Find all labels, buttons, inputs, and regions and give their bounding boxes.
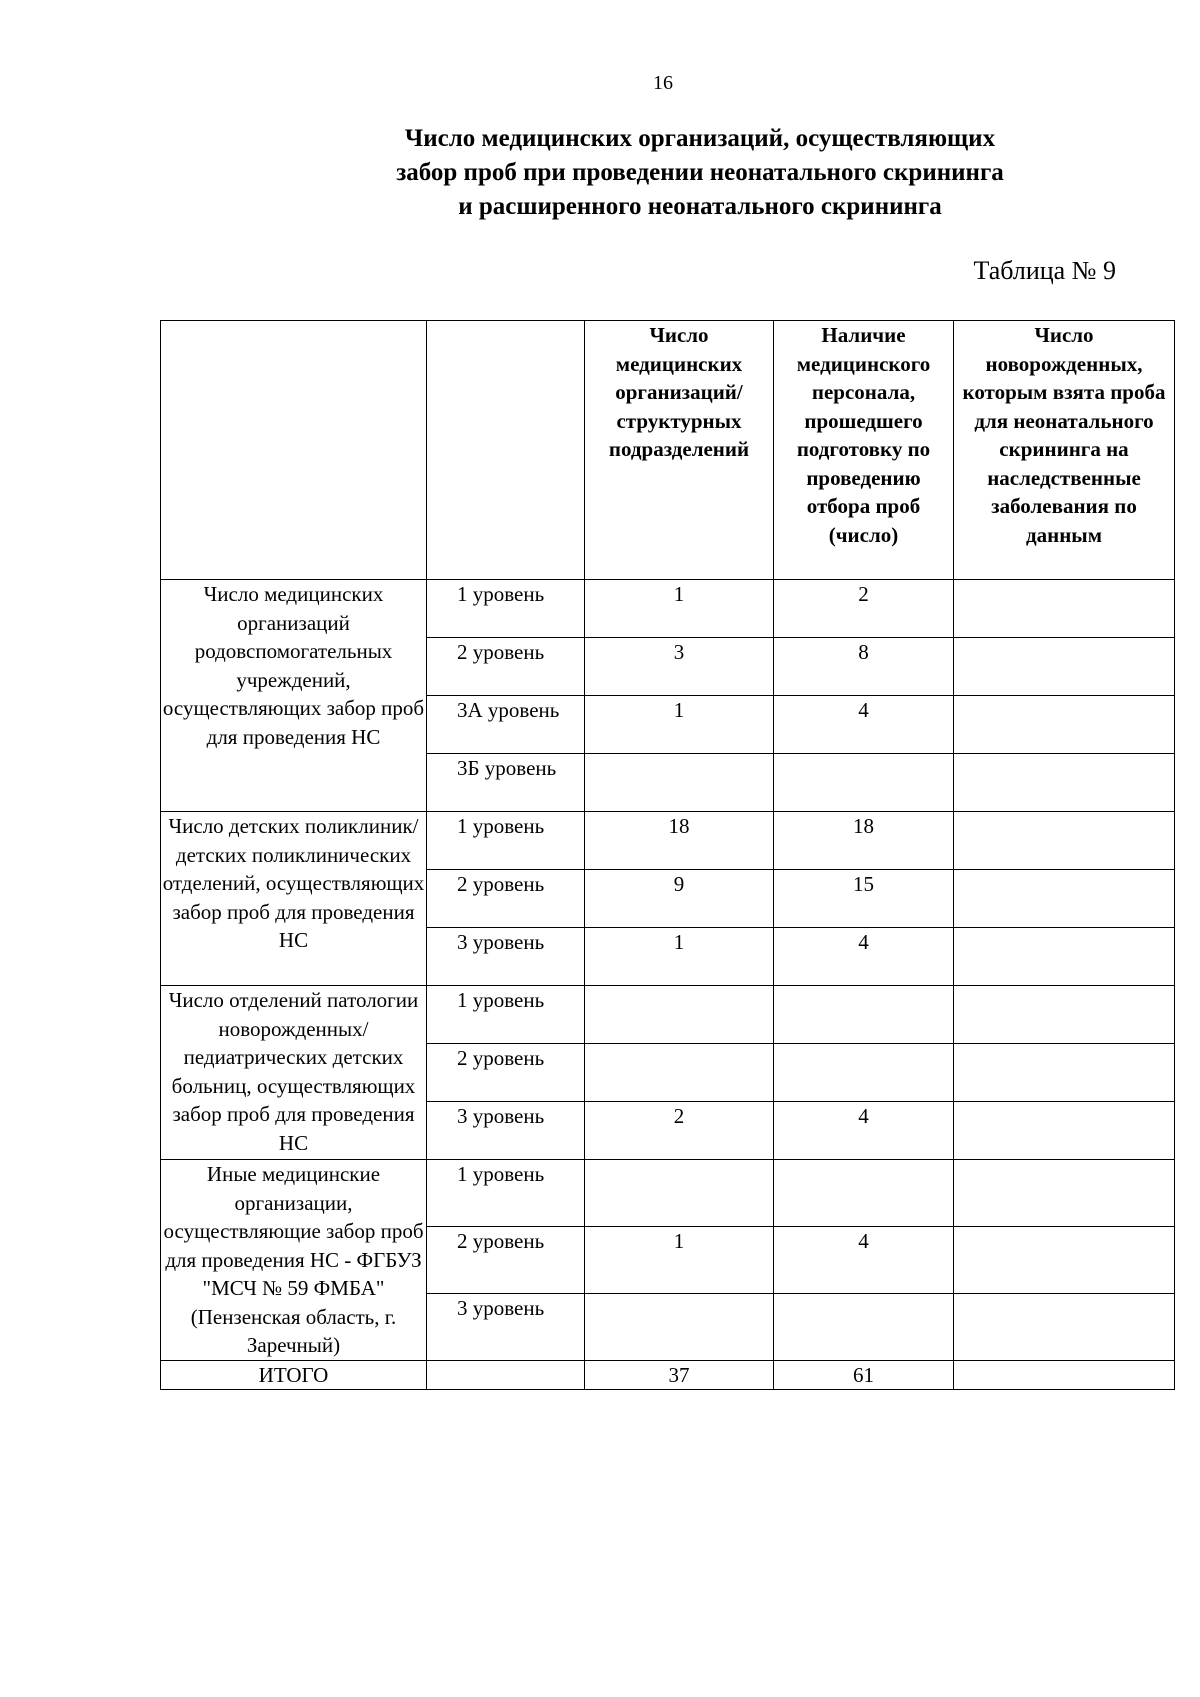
staff-cell: 2: [774, 580, 954, 638]
staff-cell: [774, 1044, 954, 1102]
group-label-maternity: Число медицинских организаций родовспомогательных учреждений, осуществляющих забор проб для проведения НС: [161, 580, 427, 812]
screening-table: [160, 320, 1175, 1390]
header-empty-2: [427, 321, 585, 580]
table-row: [161, 1160, 1175, 1227]
orgs-cell: 1: [585, 696, 774, 754]
level-cell: 2 уровень: [427, 638, 585, 696]
orgs-cell: [585, 1160, 774, 1227]
newborns-cell: [954, 580, 1175, 638]
page-title: [340, 122, 1060, 224]
orgs-cell: 3: [585, 638, 774, 696]
staff-cell: 8: [774, 638, 954, 696]
total-label: ИТОГО: [161, 1360, 427, 1390]
orgs-cell: 1: [585, 580, 774, 638]
level-cell: 3Б уровень: [427, 754, 585, 812]
level-cell: 1 уровень: [427, 1160, 585, 1227]
level-cell: 3А уровень: [427, 696, 585, 754]
staff-cell: [774, 1160, 954, 1227]
orgs-cell: [585, 754, 774, 812]
staff-cell: [774, 986, 954, 1044]
staff-cell: [774, 754, 954, 812]
staff-cell: 18: [774, 812, 954, 870]
title-line-3: и расширенного неонатального скрининга: [458, 193, 942, 220]
newborns-cell: [954, 870, 1175, 928]
orgs-cell: [585, 1293, 774, 1360]
title-line-1: Число медицинских организаций, осуществляющих: [404, 125, 996, 152]
newborns-cell: [954, 928, 1175, 986]
staff-cell: 4: [774, 1102, 954, 1160]
staff-cell: 4: [774, 696, 954, 754]
newborns-cell: [954, 812, 1175, 870]
orgs-cell: 1: [585, 928, 774, 986]
total-orgs: 37: [585, 1360, 774, 1390]
header-orgs: Число медицинских организаций/ структурных подразделений: [585, 321, 774, 580]
staff-cell: 4: [774, 928, 954, 986]
table-header-row: [161, 321, 1175, 580]
orgs-cell: 1: [585, 1226, 774, 1293]
header-empty-1: [161, 321, 427, 580]
total-staff: 61: [774, 1360, 954, 1390]
title-line-2: забор проб при проведении неонатального скрининга: [396, 159, 1004, 186]
newborns-cell: [954, 1293, 1175, 1360]
staff-cell: 4: [774, 1226, 954, 1293]
orgs-cell: [585, 1044, 774, 1102]
orgs-cell: [585, 986, 774, 1044]
level-cell: 1 уровень: [427, 580, 585, 638]
table-caption: Таблица № 9: [973, 256, 1116, 285]
table-row: [161, 812, 1175, 870]
level-cell: 2 уровень: [427, 1044, 585, 1102]
newborns-cell: [954, 1102, 1175, 1160]
level-cell: 3 уровень: [427, 928, 585, 986]
total-level: [427, 1360, 585, 1390]
table-row: [161, 986, 1175, 1044]
newborns-cell: [954, 696, 1175, 754]
orgs-cell: 18: [585, 812, 774, 870]
staff-cell: [774, 1293, 954, 1360]
level-cell: 2 уровень: [427, 870, 585, 928]
newborns-cell: [954, 638, 1175, 696]
newborns-cell: [954, 1160, 1175, 1227]
group-label-pathology: Число отделений патологии новорожденных/ педиатрических детских больниц, осуществляющих забор проб для проведения НС: [161, 986, 427, 1160]
page-number: 16: [653, 72, 673, 94]
newborns-cell: [954, 986, 1175, 1044]
total-row: [161, 1360, 1175, 1390]
orgs-cell: 2: [585, 1102, 774, 1160]
header-newborns: Число новорожденных, которым взята проба для неонатального скрининга на наследственные заболевания по данным: [954, 321, 1175, 580]
level-cell: 3 уровень: [427, 1293, 585, 1360]
total-newborns: [954, 1360, 1175, 1390]
table-row: [161, 580, 1175, 638]
newborns-cell: [954, 754, 1175, 812]
group-label-other: Иные медицинские организации, осуществляющие забор проб для проведения НС - ФГБУЗ "МСЧ № 59 ФМБА" (Пензенская область, г. Заречный): [161, 1160, 427, 1361]
level-cell: 1 уровень: [427, 986, 585, 1044]
level-cell: 2 уровень: [427, 1226, 585, 1293]
header-staff: Наличие медицинского персонала, прошедшего подготовку по проведению отбора проб (число): [774, 321, 954, 580]
staff-cell: 15: [774, 870, 954, 928]
newborns-cell: [954, 1044, 1175, 1102]
level-cell: 1 уровень: [427, 812, 585, 870]
orgs-cell: 9: [585, 870, 774, 928]
newborns-cell: [954, 1226, 1175, 1293]
group-label-polyclinics: Число детских поликлиник/детских поликлинических отделений, осуществляющих забор проб для проведения НС: [161, 812, 427, 986]
level-cell: 3 уровень: [427, 1102, 585, 1160]
